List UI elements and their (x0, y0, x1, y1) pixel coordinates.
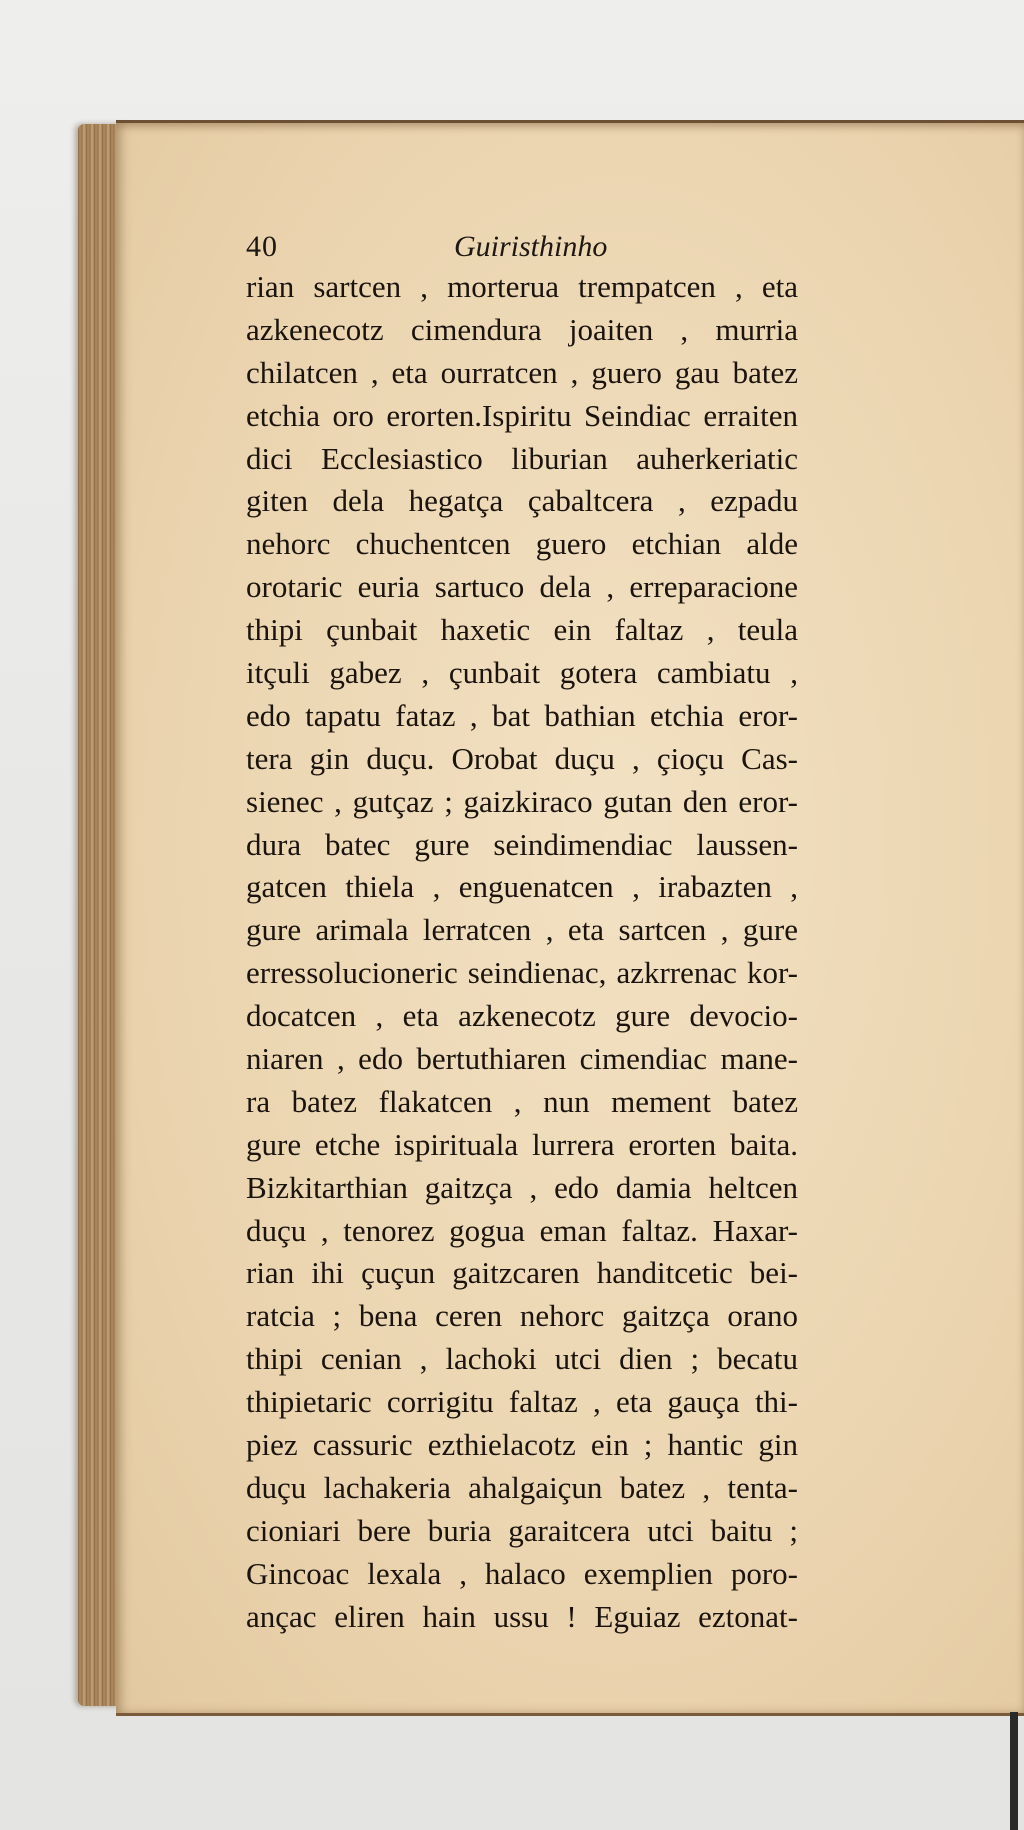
text-line: gure arimala lerratcen , eta sartcen , gure (246, 912, 798, 948)
text-line: gure etche ispirituala lurrera erorten baita. (246, 1126, 798, 1162)
text-line: tera gin duçu. Orobat duçu , çioçu Cas- (246, 740, 798, 776)
text-line: ançac eliren hain ussu ! Eguiaz eztonat- (246, 1598, 798, 1634)
running-head: Guiristhinho (454, 230, 608, 263)
text-line: cioniari bere buria garaitcera utci baitu ; (246, 1512, 798, 1548)
text-line: dici Ecclesiastico liburian auherkeriatic (246, 440, 798, 476)
text-line: docatcen , eta azkenecotz gure devocio- (246, 998, 798, 1034)
text-line: Bizkitarthian gaitzça , edo damia heltcen (246, 1169, 798, 1205)
text-line: azkenecotz cimendura joaiten , murria (246, 311, 798, 347)
text-line: thipietaric corrigitu faltaz , eta gauça thi- (246, 1384, 798, 1420)
body-text (246, 266, 798, 1639)
text-line: erressolucioneric seindienac, azkrrenac kor- (246, 955, 798, 991)
text-line: giten dela hegatça çabaltcera , ezpadu (246, 483, 798, 519)
text-line: itçuli gabez , çunbait gotera cambiatu , (246, 655, 798, 691)
text-line: duçu , tenorez gogua eman faltaz. Haxar- (246, 1212, 798, 1248)
text-line: Gincoac lexala , halaco exemplien poro- (246, 1555, 798, 1591)
text-line: piez cassuric ezthielacotz ein ; hantic gin (246, 1427, 798, 1463)
text-line: gatcen thiela , enguenatcen , irabazten , (246, 869, 798, 905)
text-line: dura batec gure seindimendiac laussen- (246, 826, 798, 862)
text-line: rian ihi çuçun gaitzcaren handitcetic bei- (246, 1255, 798, 1291)
text-line: duçu lachakeria ahalgaiçun batez , tenta- (246, 1469, 798, 1505)
text-line: chilatcen , eta ourratcen , guero gau batez (246, 354, 798, 390)
text-line: ratcia ; bena ceren nehorc gaitzça orano (246, 1298, 798, 1334)
text-line: etchia oro erorten.Ispiritu Seindiac erraiten (246, 397, 798, 433)
text-line: orotaric euria sartuco dela , erreparacione (246, 569, 798, 605)
text-line: edo tapatu fataz , bat bathian etchia eror- (246, 697, 798, 733)
text-line: niaren , edo bertuthiaren cimendiac mane- (246, 1041, 798, 1077)
page-number: 40 (246, 230, 278, 263)
scanner-edge-mark (1010, 1712, 1018, 1830)
text-line: sienec , gutçaz ; gaizkiraco gutan den eror- (246, 783, 798, 819)
text-line: rian sartcen , morterua trempatcen , eta (246, 269, 798, 304)
text-line: nehorc chuchentcen guero etchian alde (246, 526, 798, 562)
text-line: thipi cenian , lachoki utci dien ; becatu (246, 1341, 798, 1377)
text-line: ra batez flakatcen , nun mement batez (246, 1083, 798, 1119)
text-line: thipi çunbait haxetic ein faltaz , teula (246, 612, 798, 648)
